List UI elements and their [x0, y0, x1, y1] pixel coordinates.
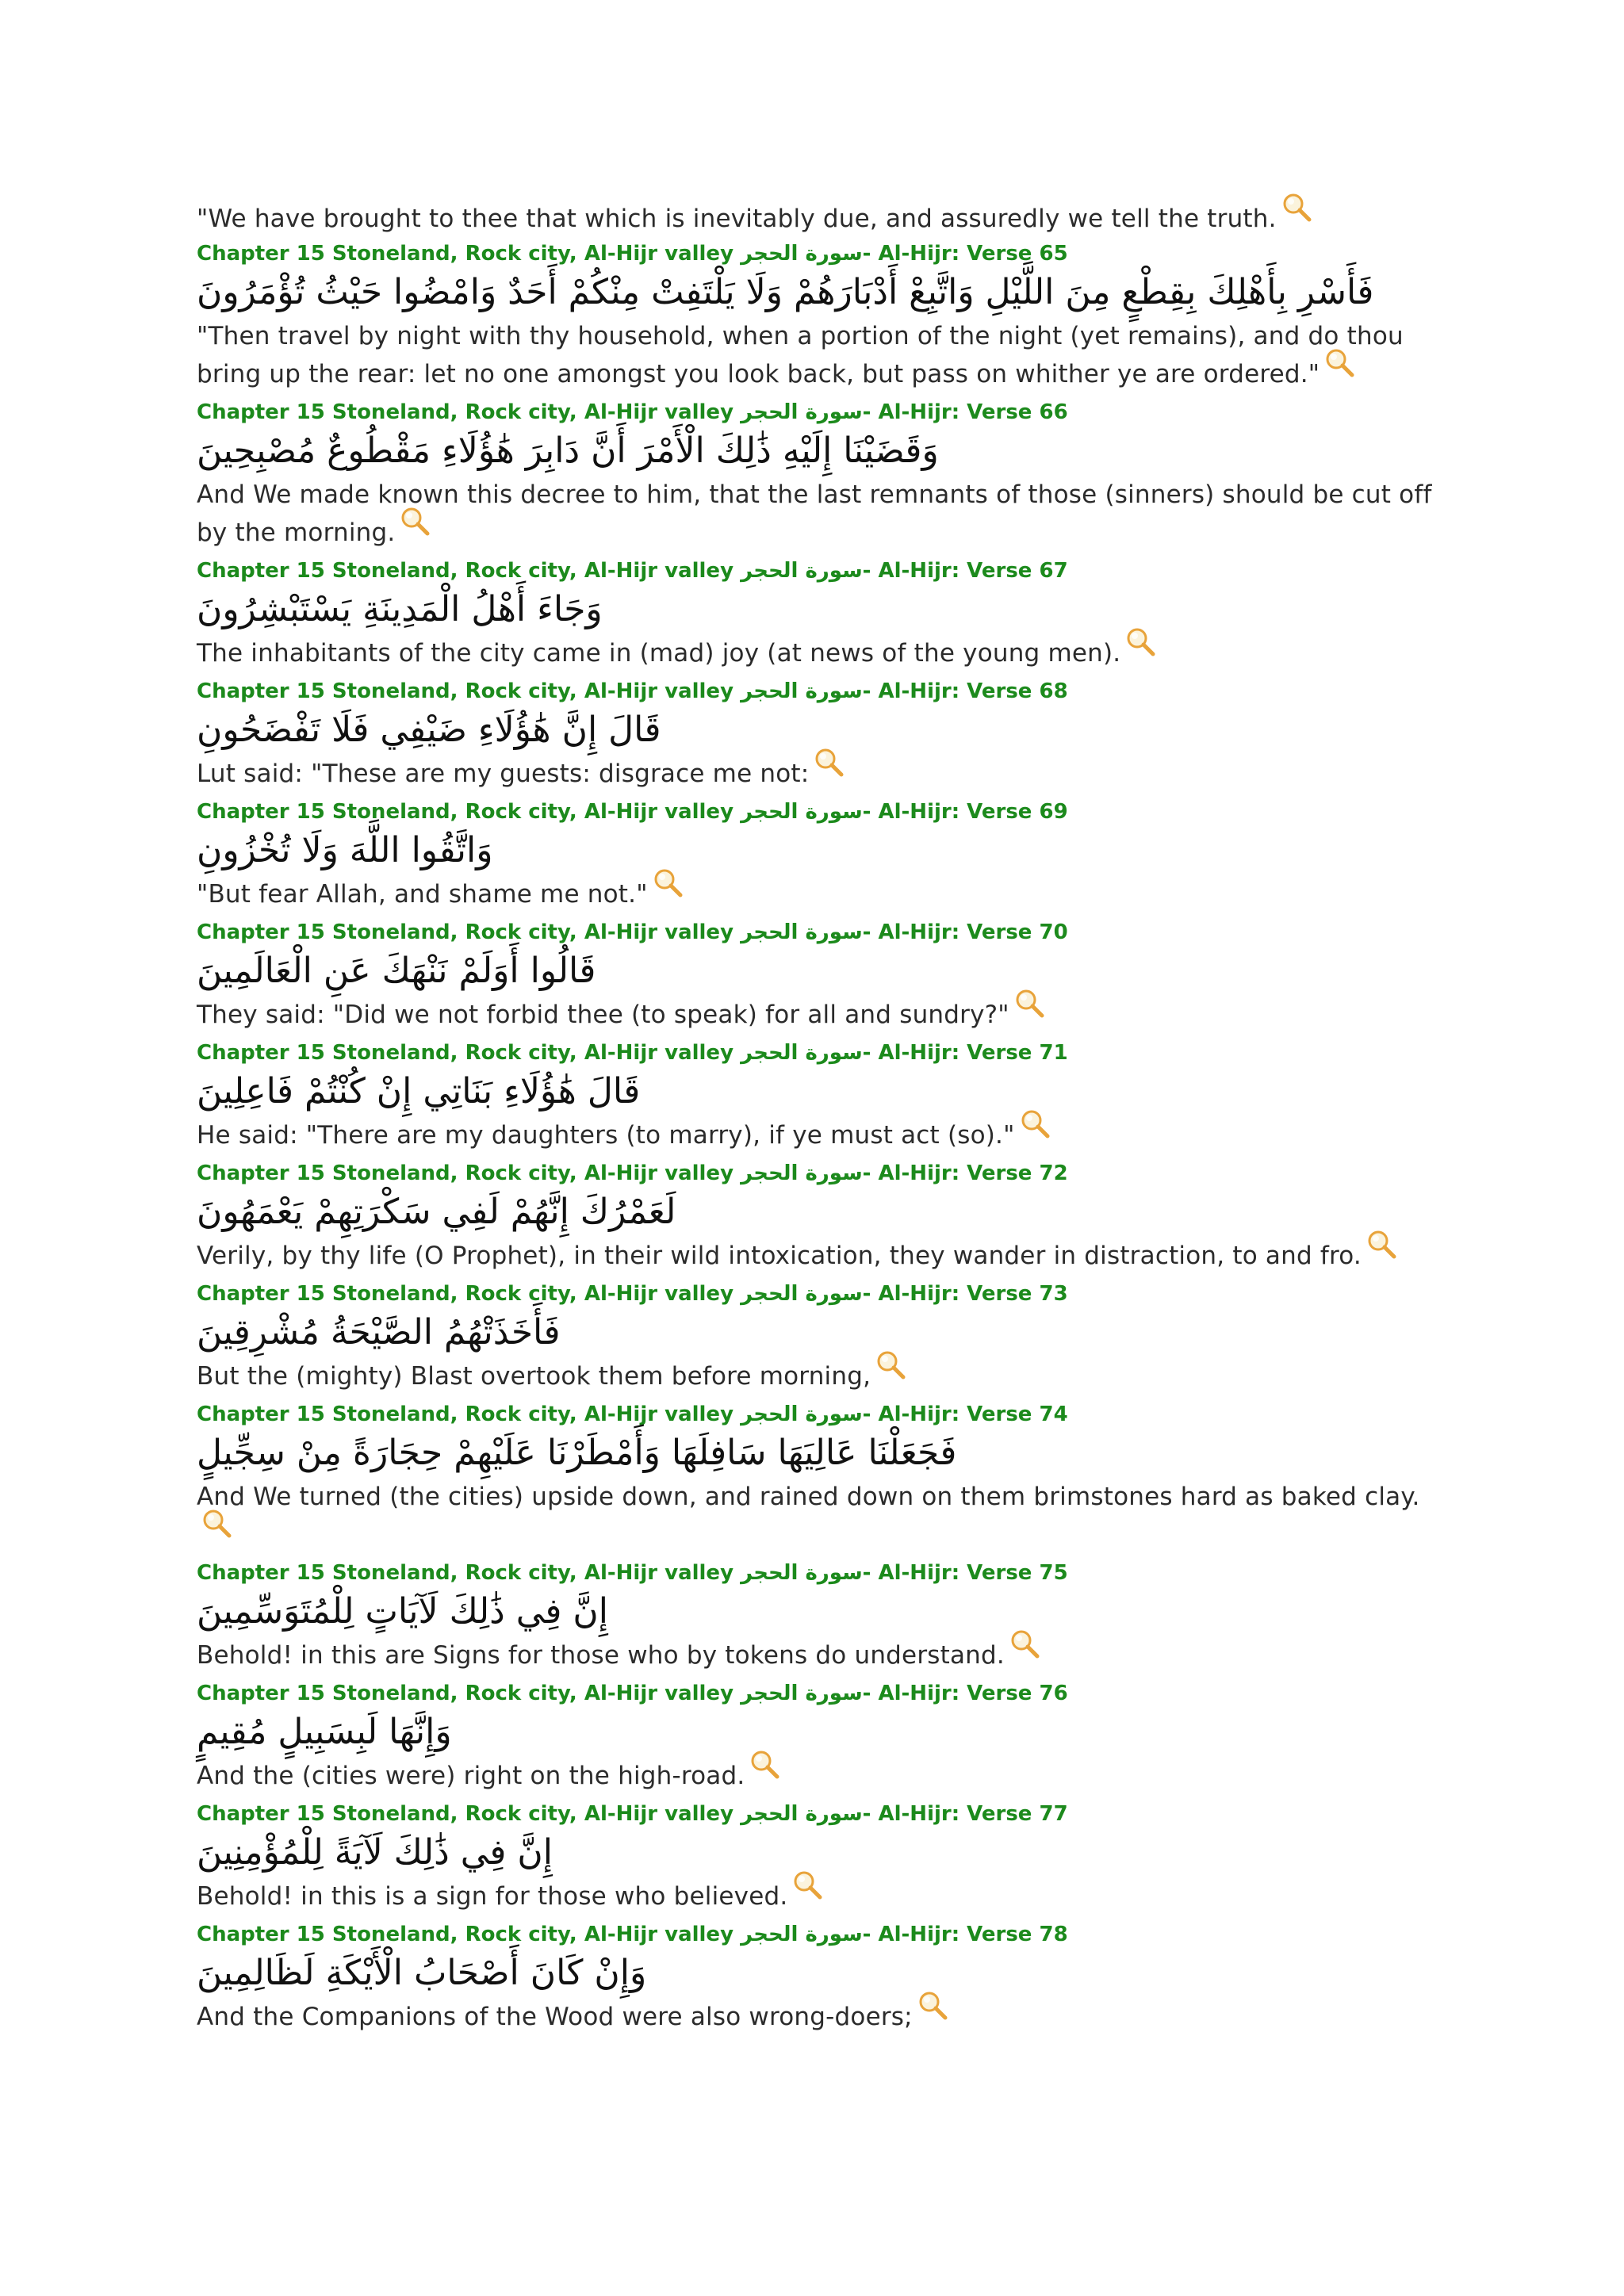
heading-chapter: Chapter 15 Stoneland, Rock city, Al-Hijr valley: [197, 1161, 734, 1185]
verse-block: [197, 239, 1434, 393]
heading-surah-arabic: سورة الحجر: [741, 1923, 863, 1946]
arabic-verse-row: [197, 947, 1434, 996]
heading-surah-name: - Al-Hijr: Verse: [862, 1561, 1032, 1585]
translation-text: He said: "There are my daughters (to marry), if ye must act (so).": [197, 1121, 1015, 1150]
heading-chapter: Chapter 15 Stoneland, Rock city, Al-Hijr valley: [197, 1561, 734, 1585]
arabic-verse-text: قَالَ إِنَّ هَٰؤُلَاءِ ضَيْفِي فَلَا تَفْضَحُونِ: [197, 710, 661, 750]
arabic-verse-text: وَإِنْ كَانَ أَصْحَابُ الْأَيْكَةِ لَظَالِمِينَ: [197, 1953, 647, 1993]
verse-translation: [197, 1757, 1434, 1795]
verse-translation: [197, 875, 1434, 913]
translation-text: And We made known this decree to him, that the last remnants of those (sinners) should be cut off by the morning.: [197, 480, 1432, 547]
verse-block: [197, 557, 1434, 672]
verse-list: [197, 239, 1434, 2036]
verse-translation: [197, 996, 1434, 1034]
verse-translation: [197, 476, 1434, 552]
heading-chapter: Chapter 15 Stoneland, Rock city, Al-Hijr valley: [197, 1041, 734, 1065]
heading-surah-name: - Al-Hijr: Verse: [862, 242, 1032, 266]
heading-chapter: Chapter 15 Stoneland, Rock city, Al-Hijr valley: [197, 1402, 734, 1426]
verse-translation: [197, 755, 1434, 793]
heading-surah-name: - Al-Hijr: Verse: [862, 1282, 1032, 1306]
heading-surah-name: - Al-Hijr: Verse: [862, 920, 1032, 944]
verse-block: [197, 677, 1434, 793]
verse-heading: [197, 918, 1434, 947]
heading-chapter: Chapter 15 Stoneland, Rock city, Al-Hijr valley: [197, 1802, 734, 1826]
heading-chapter: Chapter 15 Stoneland, Rock city, Al-Hijr valley: [197, 1682, 734, 1705]
heading-surah-arabic: سورة الحجر: [741, 1802, 863, 1826]
arabic-verse-row: [197, 427, 1434, 476]
document-page: [197, 200, 1434, 2041]
magnifier-zoom-icon[interactable]: [400, 506, 431, 538]
translation-text: Behold! in this is a sign for those who believed.: [197, 1882, 788, 1911]
arabic-verse-text: وَجَاءَ أَهْلُ الْمَدِينَةِ يَسْتَبْشِرُونَ: [197, 589, 603, 629]
arabic-verse-text: إِنَّ فِي ذَٰلِكَ لَآيَاتٍ لِلْمُتَوَسِّمِينَ: [197, 1591, 608, 1632]
magnifier-zoom-icon[interactable]: [917, 1990, 949, 2022]
arabic-verse-text: وَاتَّقُوا اللَّهَ وَلَا تُخْزُونِ: [197, 830, 493, 871]
magnifier-zoom-icon[interactable]: [792, 1869, 824, 1901]
translation-text: "Then travel by night with thy household, when a portion of the night (yet remains), and do thou bring up the rear: let no one amongst you look back, but pass on whither ye are ordered.": [197, 322, 1404, 388]
heading-chapter: Chapter 15 Stoneland, Rock city, Al-Hijr valley: [197, 920, 734, 944]
arabic-verse-row: [197, 1188, 1434, 1237]
verse-heading: [197, 1679, 1434, 1708]
verse-number: 78: [1039, 1923, 1068, 1946]
verse-translation: [197, 1478, 1434, 1554]
verse-number: 65: [1039, 242, 1068, 266]
heading-surah-arabic: سورة الحجر: [741, 1282, 863, 1306]
heading-surah-arabic: سورة الحجر: [741, 1561, 863, 1585]
heading-surah-arabic: سورة الحجر: [741, 1161, 863, 1185]
translation-text: But the (mighty) Blast overtook them before morning,: [197, 1362, 871, 1391]
heading-chapter: Chapter 15 Stoneland, Rock city, Al-Hijr valley: [197, 679, 734, 703]
verse-number: 75: [1039, 1561, 1068, 1585]
verse-heading: [197, 798, 1434, 826]
verse-translation: [197, 1636, 1434, 1674]
verse-block: [197, 1039, 1434, 1154]
translation-text: And the Companions of the Wood were also wrong-doers;: [197, 2003, 913, 2031]
magnifier-zoom-icon[interactable]: [1014, 988, 1046, 1020]
verse-heading: [197, 398, 1434, 427]
translation-text: "But fear Allah, and shame me not.": [197, 880, 648, 909]
verse-block: [197, 1800, 1434, 1915]
translation-text: And the (cities were) right on the high-road.: [197, 1762, 745, 1790]
arabic-verse-text: فَأَسْرِ بِأَهْلِكَ بِقِطْعٍ مِنَ اللَّيْلِ وَاتَّبِعْ أَدْبَارَهُمْ وَلَا يَلْتَفِتْ مِنْكُمْ أَحَدٌ وَامْضُوا حَيْثُ تُؤْمَرُونَ: [197, 272, 1374, 312]
verse-heading: [197, 1280, 1434, 1308]
verse-heading: [197, 239, 1434, 268]
magnifier-zoom-icon[interactable]: [1281, 192, 1313, 224]
translation-text: And We turned (the cities) upside down, and rained down on them brimstones hard as baked clay.: [197, 1483, 1420, 1511]
magnifier-zoom-icon[interactable]: [875, 1349, 907, 1381]
heading-surah-arabic: سورة الحجر: [741, 679, 863, 703]
verse-heading: [197, 557, 1434, 585]
arabic-verse-text: لَعَمْرُكَ إِنَّهُمْ لَفِي سَكْرَتِهِمْ يَعْمَهُونَ: [197, 1192, 676, 1232]
arabic-verse-text: قَالَ هَٰؤُلَاءِ بَنَاتِي إِنْ كُنْتُمْ فَاعِلِينَ: [197, 1071, 641, 1112]
verse-heading: [197, 1159, 1434, 1188]
verse-block: [197, 1400, 1434, 1554]
heading-surah-name: - Al-Hijr: Verse: [862, 1041, 1032, 1065]
verse-heading: [197, 1800, 1434, 1828]
magnifier-zoom-icon[interactable]: [201, 1508, 233, 1540]
arabic-verse-row: [197, 1308, 1434, 1357]
translation-text: They said: "Did we not forbid thee (to speak) for all and sundry?": [197, 1001, 1009, 1029]
magnifier-zoom-icon[interactable]: [1324, 347, 1356, 379]
heading-chapter: Chapter 15 Stoneland, Rock city, Al-Hijr valley: [197, 1282, 734, 1306]
verse-block: [197, 918, 1434, 1034]
magnifier-zoom-icon[interactable]: [1020, 1108, 1051, 1140]
verse-translation: [197, 1116, 1434, 1154]
verse-block: [197, 798, 1434, 913]
arabic-verse-text: وَقَضَيْنَا إِلَيْهِ ذَٰلِكَ الْأَمْرَ أَنَّ دَابِرَ هَٰؤُلَاءِ مَقْطُوعٌ مُصْبِحِينَ: [197, 430, 939, 471]
verse-heading: [197, 1039, 1434, 1067]
translation-text: "We have brought to thee that which is inevitably due, and assuredly we tell the truth.: [197, 205, 1277, 233]
verse-number: 71: [1039, 1041, 1068, 1065]
heading-surah-arabic: سورة الحجر: [741, 800, 863, 824]
verse-heading: [197, 677, 1434, 706]
arabic-verse-row: [197, 1429, 1434, 1478]
verse-translation: [197, 1357, 1434, 1395]
heading-surah-arabic: سورة الحجر: [741, 559, 863, 583]
magnifier-zoom-icon[interactable]: [749, 1749, 781, 1781]
verse-translation: [197, 317, 1434, 393]
heading-surah-name: - Al-Hijr: Verse: [862, 559, 1032, 583]
verse-translation: [197, 1877, 1434, 1915]
heading-surah-arabic: سورة الحجر: [741, 400, 863, 424]
verse-heading: [197, 1920, 1434, 1949]
first-translation: [197, 200, 1434, 238]
arabic-verse-row: [197, 1949, 1434, 1998]
magnifier-zoom-icon[interactable]: [1125, 626, 1157, 658]
translation-text: The inhabitants of the city came in (mad) joy (at news of the young men).: [197, 639, 1121, 668]
verse-number: 68: [1039, 679, 1068, 703]
verse-block: [197, 398, 1434, 552]
arabic-verse-text: قَالُوا أَوَلَمْ نَنْهَكَ عَنِ الْعَالَمِينَ: [197, 951, 596, 991]
translation-text: Lut said: "These are my guests: disgrace me not:: [197, 760, 810, 788]
verse-heading: [197, 1400, 1434, 1429]
magnifier-zoom-icon[interactable]: [1009, 1628, 1041, 1660]
arabic-verse-text: إِنَّ فِي ذَٰلِكَ لَآيَةً لِلْمُؤْمِنِينَ: [197, 1832, 553, 1873]
verse-translation: [197, 634, 1434, 672]
heading-surah-arabic: سورة الحجر: [741, 920, 863, 944]
heading-surah-name: - Al-Hijr: Verse: [862, 1923, 1032, 1946]
verse-block: [197, 1559, 1434, 1674]
heading-surah-name: - Al-Hijr: Verse: [862, 1682, 1032, 1705]
verse-number: 73: [1039, 1282, 1068, 1306]
heading-surah-name: - Al-Hijr: Verse: [862, 1161, 1032, 1185]
verse-translation: [197, 1998, 1434, 2036]
heading-surah-arabic: سورة الحجر: [741, 242, 863, 266]
arabic-verse-row: [197, 585, 1434, 634]
verse-number: 66: [1039, 400, 1068, 424]
heading-surah-arabic: سورة الحجر: [741, 1041, 863, 1065]
heading-surah-arabic: سورة الحجر: [741, 1402, 863, 1426]
translation-text: Verily, by thy life (O Prophet), in their wild intoxication, they wander in distraction, to and fro.: [197, 1242, 1362, 1270]
verse-number: 67: [1039, 559, 1068, 583]
arabic-verse-row: [197, 1587, 1434, 1636]
arabic-verse-text: وَإِنَّهَا لَبِسَبِيلٍ مُقِيمٍ: [197, 1712, 452, 1752]
arabic-verse-row: [197, 1708, 1434, 1757]
verse-number: 76: [1039, 1682, 1068, 1705]
magnifier-zoom-icon[interactable]: [1366, 1229, 1398, 1261]
verse-number: 69: [1039, 800, 1068, 824]
verse-number: 74: [1039, 1402, 1068, 1426]
heading-chapter: Chapter 15 Stoneland, Rock city, Al-Hijr valley: [197, 800, 734, 824]
translation-text: Behold! in this are Signs for those who by tokens do understand.: [197, 1641, 1005, 1670]
verse-block: [197, 1280, 1434, 1395]
arabic-verse-text: فَأَخَذَتْهُمُ الصَّيْحَةُ مُشْرِقِينَ: [197, 1312, 561, 1353]
heading-surah-name: - Al-Hijr: Verse: [862, 400, 1032, 424]
verse-heading: [197, 1559, 1434, 1587]
verse-number: 72: [1039, 1161, 1068, 1185]
heading-chapter: Chapter 15 Stoneland, Rock city, Al-Hijr valley: [197, 1923, 734, 1946]
verse-number: 77: [1039, 1802, 1068, 1826]
heading-surah-name: - Al-Hijr: Verse: [862, 800, 1032, 824]
verse-block: [197, 1159, 1434, 1275]
magnifier-zoom-icon[interactable]: [653, 867, 684, 899]
verse-block: [197, 1920, 1434, 2036]
verse-number: 70: [1039, 920, 1068, 944]
heading-chapter: Chapter 15 Stoneland, Rock city, Al-Hijr valley: [197, 400, 734, 424]
magnifier-zoom-icon[interactable]: [814, 747, 845, 779]
arabic-verse-text: فَجَعَلْنَا عَالِيَهَا سَافِلَهَا وَأَمْطَرْنَا عَلَيْهِمْ حِجَارَةً مِنْ سِجِّيلٍ: [197, 1433, 957, 1473]
heading-chapter: Chapter 15 Stoneland, Rock city, Al-Hijr valley: [197, 559, 734, 583]
arabic-verse-row: [197, 268, 1434, 317]
heading-surah-arabic: سورة الحجر: [741, 1682, 863, 1705]
heading-surah-name: - Al-Hijr: Verse: [862, 679, 1032, 703]
arabic-verse-row: [197, 1067, 1434, 1116]
heading-surah-name: - Al-Hijr: Verse: [862, 1402, 1032, 1426]
heading-chapter: Chapter 15 Stoneland, Rock city, Al-Hijr valley: [197, 242, 734, 266]
verse-translation: [197, 1237, 1434, 1275]
verse-block: [197, 1679, 1434, 1795]
arabic-verse-row: [197, 826, 1434, 875]
heading-surah-name: - Al-Hijr: Verse: [862, 1802, 1032, 1826]
